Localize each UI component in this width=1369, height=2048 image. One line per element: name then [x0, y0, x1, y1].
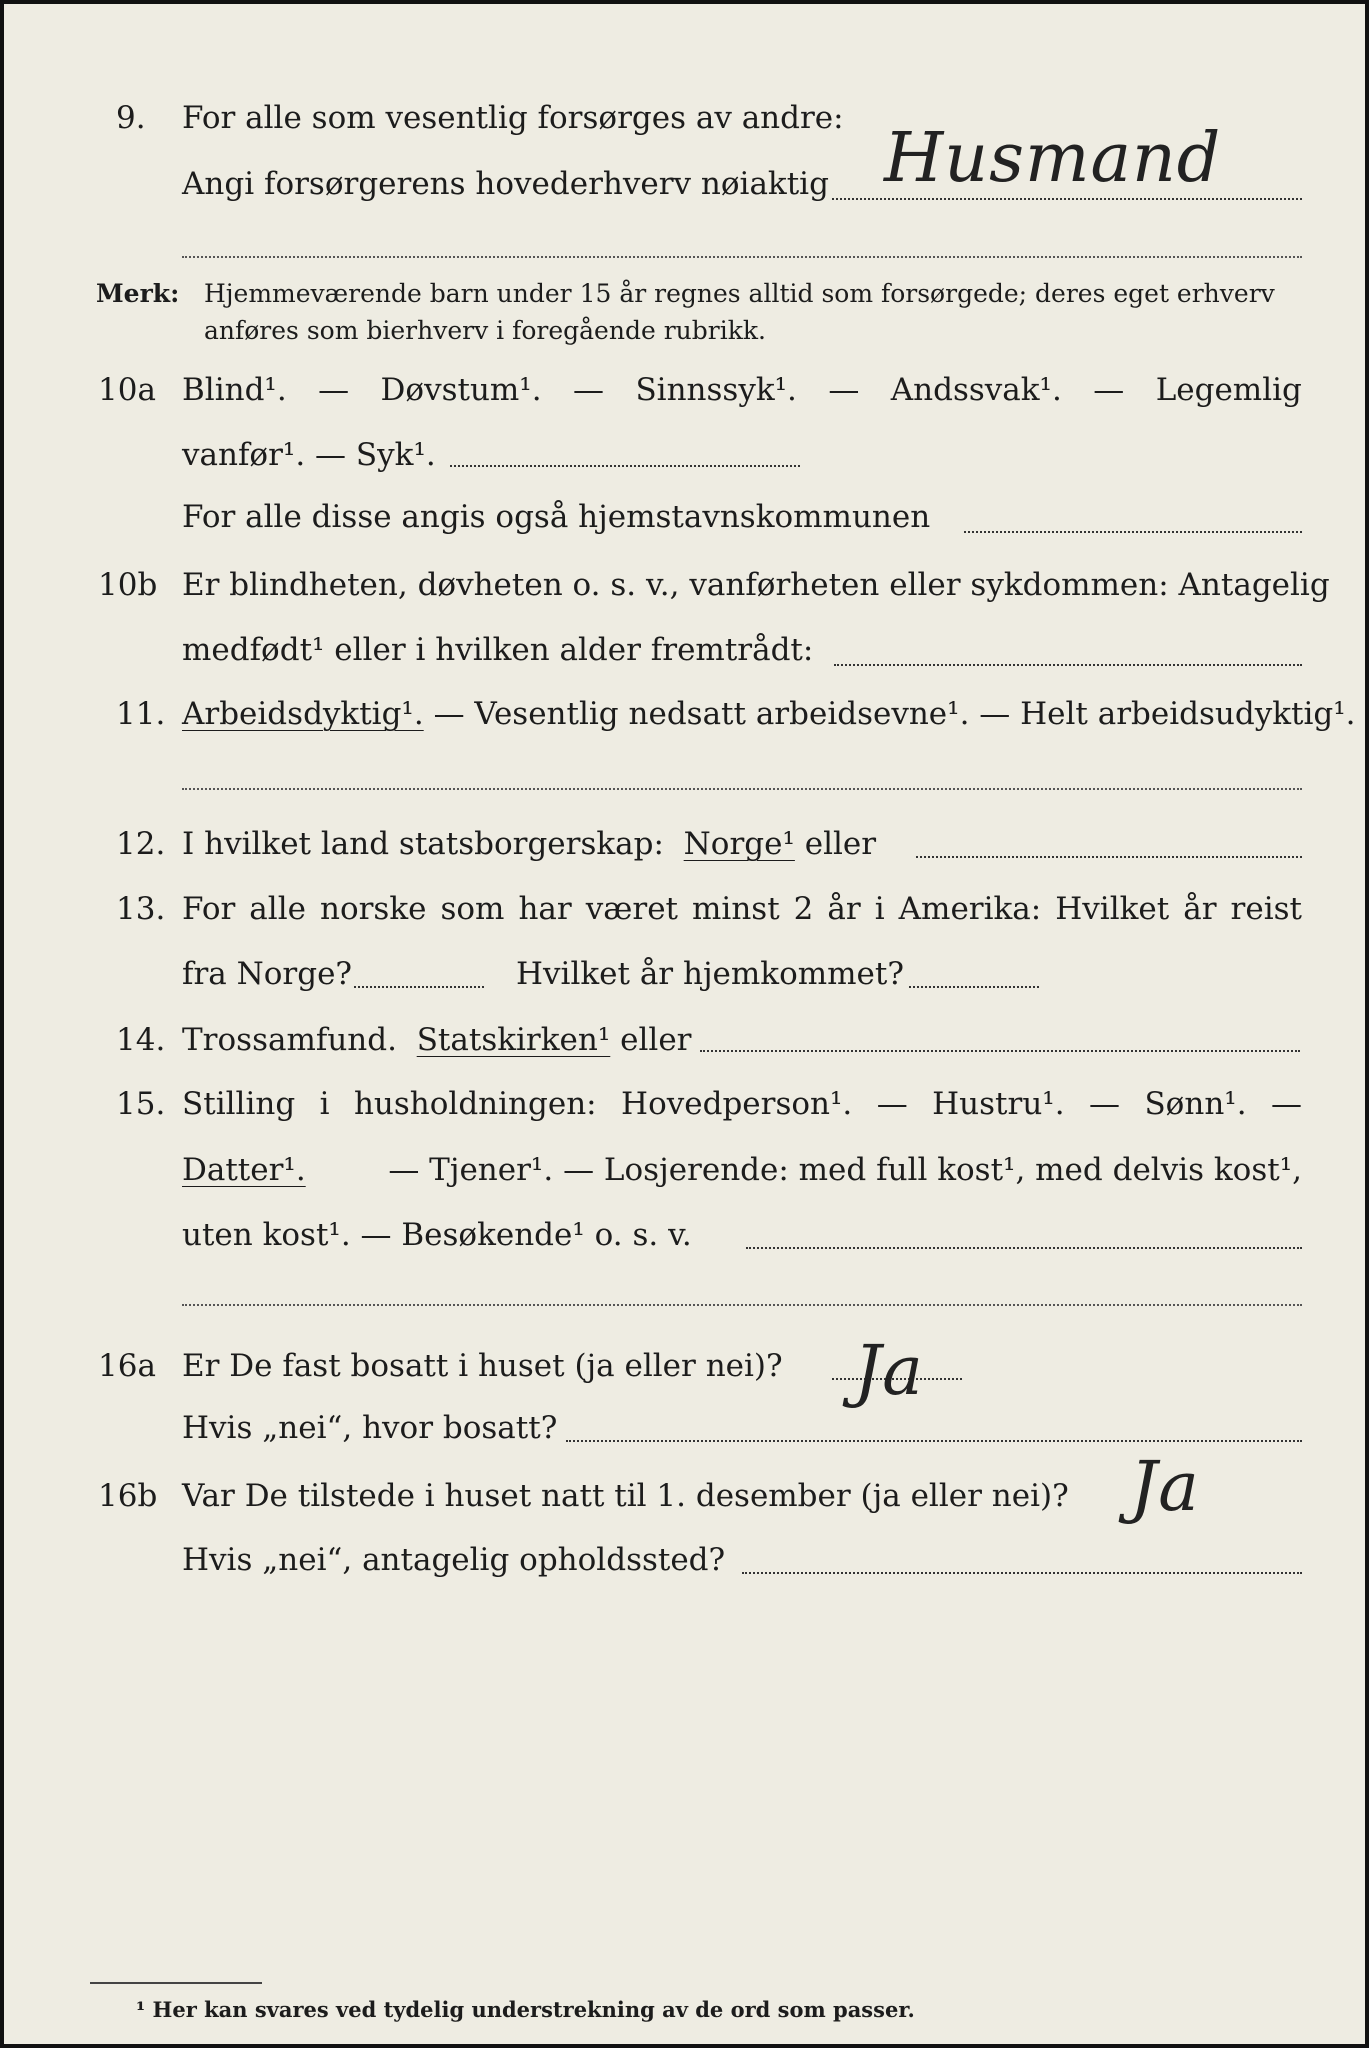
- item-number-14: 14.: [116, 1022, 166, 1058]
- q16a-bosatt-line: [566, 1440, 1302, 1442]
- q11-extra-line: [182, 788, 1302, 790]
- q13-hjemkommet-line: [909, 986, 1039, 988]
- q10a-line3: For alle disse angis også hjemstavnskommunen: [182, 499, 931, 535]
- q12-tail: eller: [804, 826, 877, 862]
- q10a-kommune-line: [964, 531, 1302, 533]
- merk-line2: anføres som bierhverv i foregående rubrikk.: [204, 316, 766, 345]
- item-number-12: 12.: [116, 826, 166, 862]
- q10a-dash: —: [828, 372, 860, 408]
- q9-line1: For alle som vesentlig forsørges av andre:: [182, 100, 844, 136]
- q12-answer-line: [916, 856, 1302, 858]
- q11-underlined-option: Arbeidsdyktig¹.: [182, 696, 424, 732]
- q10b-line1: Er blindheten, døvheten o. s. v., vanførheten eller sykdommen: Antagelig: [182, 567, 1330, 603]
- q10b-line2: medfødt¹ eller i hvilken alder fremtrådt:: [182, 632, 814, 668]
- q10a-dash: —: [573, 372, 605, 408]
- q16b-handwritten-answer: Ja: [1130, 1448, 1200, 1527]
- q16b-opholdssted-line: [742, 1572, 1302, 1574]
- q10a-options: [182, 372, 1302, 408]
- q13-reist-line: [354, 986, 484, 988]
- q16a-line1: Er De fast bosatt i huset (ja eller nei)?: [182, 1348, 783, 1384]
- q16b-line1: Var De tilstede i huset natt til 1. desember (ja eller nei)?: [182, 1478, 1069, 1514]
- item-number-10b: 10b: [98, 567, 158, 603]
- q10a-syk-line: [450, 465, 800, 467]
- merk-label: Merk:: [96, 279, 180, 308]
- q16a-handwritten-answer: Ja: [854, 1332, 924, 1411]
- footnote-rule: [90, 1982, 262, 1984]
- q9-answer-line: [832, 198, 1302, 200]
- q12-text: I hvilket land statsborgerskap:: [182, 826, 664, 862]
- q9-line2: Angi forsørgerens hovederhverv nøiaktig: [182, 166, 829, 202]
- q16b-line2: Hvis „nei“, antagelig opholdssted?: [182, 1542, 726, 1578]
- q14-underlined-option: Statskirken¹: [416, 1022, 611, 1058]
- item-number-15: 15.: [116, 1086, 166, 1122]
- q15-line1: Stilling i husholdningen: Hovedperson¹. — Hustru¹. — Sønn¹. —: [182, 1086, 1302, 1122]
- q15-line2-rest: — Tjener¹. — Losjerende: med full kost¹, med delvis kost¹,: [388, 1152, 1302, 1188]
- item-number-10a: 10a: [98, 372, 156, 408]
- item-number-9: 9.: [116, 100, 146, 136]
- q14-line: [182, 1022, 691, 1058]
- q10a-opt-blind: Blind¹.: [182, 372, 287, 408]
- q10a-opt-dovstum: Døvstum¹.: [380, 372, 542, 408]
- q16a-line2: Hvis „nei“, hvor bosatt?: [182, 1410, 558, 1446]
- item-number-16b: 16b: [98, 1478, 158, 1514]
- q15-underlined-option: Datter¹.: [182, 1152, 306, 1188]
- q10a-line2: vanfør¹. — Syk¹.: [182, 437, 436, 473]
- q15-line2: [182, 1152, 1302, 1188]
- q15-extra-line: [182, 1304, 1302, 1306]
- q14-tail: eller: [620, 1022, 692, 1058]
- q9-handwritten-answer: Husmand: [884, 119, 1222, 198]
- q15-line3: uten kost¹. — Besøkende¹ o. s. v.: [182, 1217, 692, 1253]
- q14-text: Trossamfund.: [182, 1022, 397, 1058]
- q9-extra-line: [182, 256, 1302, 258]
- q13-line2a: fra Norge?: [182, 956, 353, 992]
- q10a-opt-andssvak: Andssvak¹.: [890, 372, 1062, 408]
- item-number-16a: 16a: [98, 1348, 156, 1384]
- footnote: ¹ Her kan svares ved tydelig understrekning av de ord som passer.: [136, 1997, 915, 2022]
- q11-line: [182, 696, 1356, 732]
- q13-line2b: Hvilket år hjemkommet?: [516, 956, 904, 992]
- q14-answer-line: [700, 1050, 1300, 1052]
- q10a-dash: —: [318, 372, 350, 408]
- q10a-dash: —: [1093, 372, 1125, 408]
- merk-line1: Hjemmeværende barn under 15 år regnes alltid som forsørgede; deres eget erhverv: [204, 279, 1275, 308]
- item-number-11: 11.: [116, 696, 166, 732]
- q11-rest: — Vesentlig nedsatt arbeidsevne¹. — Helt arbeidsudyktig¹.: [433, 696, 1356, 732]
- q12-underlined-option: Norge¹: [683, 826, 795, 862]
- q10b-answer-line: [834, 664, 1302, 666]
- q13-line1: For alle norske som har været minst 2 år i Amerika: Hvilket år reist: [182, 891, 1302, 927]
- q10a-opt-sinnssyk: Sinnssyk¹.: [635, 372, 797, 408]
- item-number-13: 13.: [116, 891, 166, 927]
- census-form-page: [4, 4, 1365, 2044]
- q15-answer-line: [746, 1247, 1302, 1249]
- q12-line: [182, 826, 876, 862]
- q10a-opt-legemlig: Legemlig: [1155, 372, 1302, 408]
